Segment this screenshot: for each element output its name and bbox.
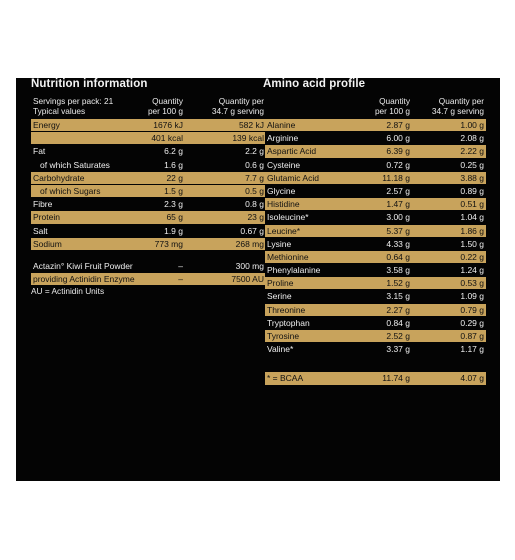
row-value-per100: 0.64 g bbox=[386, 251, 410, 262]
row-value-serving: 2.08 g bbox=[460, 133, 484, 144]
nutrition-row bbox=[31, 172, 266, 184]
bcaa-row bbox=[265, 372, 486, 384]
amino-row bbox=[265, 225, 486, 237]
nutrition-row bbox=[31, 225, 266, 237]
servings-per-pack: Servings per pack: 21 bbox=[33, 96, 114, 106]
au-footnote: AU = Actinidin Units bbox=[31, 286, 105, 296]
row-value-serving: 7.7 g bbox=[245, 172, 264, 183]
row-value-per100: 11.18 g bbox=[382, 172, 410, 183]
row-value-per100: 1676 kJ bbox=[153, 120, 183, 130]
amino-col-per100-unit: per 100 g bbox=[374, 106, 410, 116]
bcaa-value-per100: 11.74 g bbox=[382, 373, 410, 384]
row-value-serving: 0.79 g bbox=[460, 304, 484, 315]
amino-row bbox=[265, 159, 486, 171]
row-value-serving: 0.51 g bbox=[460, 199, 484, 210]
row-value-per100: 2.87 g bbox=[386, 120, 410, 130]
row-value-per100: 5.37 g bbox=[386, 225, 410, 236]
nutrition-extra-rows bbox=[31, 260, 266, 286]
amino-bcaa-row-wrap bbox=[265, 372, 486, 384]
row-value-per100: – bbox=[178, 260, 183, 271]
row-value-serving: 23 g bbox=[247, 212, 264, 223]
row-value-per100: 4.33 g bbox=[386, 238, 410, 249]
row-value-serving: 582 kJ bbox=[238, 120, 264, 130]
nutrition-extra-row bbox=[31, 260, 266, 272]
row-label: Isoleucine* bbox=[267, 212, 309, 223]
amino-row bbox=[265, 290, 486, 302]
row-value-per100: 2.27 g bbox=[386, 304, 410, 315]
amino-table bbox=[265, 95, 486, 385]
row-label: Glutamic Acid bbox=[267, 172, 319, 183]
row-value-serving: 1.50 g bbox=[460, 238, 484, 249]
nutrition-title: Nutrition information bbox=[31, 78, 148, 90]
row-value-serving: 0.6 g bbox=[245, 159, 264, 170]
row-value-per100: 1.52 g bbox=[386, 278, 410, 289]
row-label: Histidine bbox=[267, 199, 300, 210]
row-label: Salt bbox=[33, 225, 48, 236]
row-value-per100: 0.72 g bbox=[386, 159, 410, 170]
row-value-per100: 2.52 g bbox=[386, 331, 410, 341]
amino-row bbox=[265, 238, 486, 250]
bcaa-label: * = BCAA bbox=[267, 373, 304, 384]
row-value-per100: 773 mg bbox=[154, 238, 183, 249]
amino-rows bbox=[265, 119, 486, 356]
row-label: Tyrosine bbox=[267, 331, 300, 341]
amino-col-serving-label: Quantity per bbox=[438, 96, 484, 106]
row-label: Tryptophan bbox=[267, 317, 310, 328]
row-value-serving: 0.22 g bbox=[460, 251, 484, 262]
amino-row bbox=[265, 119, 486, 131]
row-label: Fat bbox=[33, 146, 46, 157]
row-label: Sodium bbox=[33, 238, 62, 249]
row-label: Alanine bbox=[267, 120, 296, 130]
row-value-per100: 6.00 g bbox=[386, 133, 410, 144]
row-value-serving: 268 mg bbox=[235, 238, 264, 249]
row-value-serving: 0.67 g bbox=[240, 225, 264, 236]
nutrition-row bbox=[31, 145, 266, 157]
row-value-per100: – bbox=[178, 274, 183, 285]
row-label: of which Sugars bbox=[40, 185, 101, 196]
row-value-per100: 2.57 g bbox=[386, 185, 410, 196]
row-value-serving: 1.09 g bbox=[460, 291, 484, 302]
row-label: Threonine bbox=[267, 304, 306, 315]
row-value-per100: 65 g bbox=[166, 212, 183, 223]
row-value-serving: 3.88 g bbox=[460, 172, 484, 183]
row-value-serving: 0.8 g bbox=[245, 199, 264, 210]
row-value-serving: 0.25 g bbox=[460, 159, 484, 170]
row-label: Arginine bbox=[267, 133, 299, 144]
amino-row bbox=[265, 251, 486, 263]
amino-row bbox=[265, 145, 486, 157]
row-label: of which Saturates bbox=[40, 159, 110, 170]
row-label: Aspartic Acid bbox=[267, 146, 317, 157]
row-value-serving: 0.87 g bbox=[460, 331, 484, 341]
row-label: Energy bbox=[33, 120, 60, 130]
row-value-per100: 3.00 g bbox=[386, 212, 410, 223]
nutrition-row bbox=[31, 119, 266, 131]
nutrition-panel bbox=[16, 78, 500, 481]
col-per100-unit: per 100 g bbox=[147, 106, 183, 116]
amino-row bbox=[265, 343, 486, 355]
row-value-per100: 0.84 g bbox=[386, 317, 410, 328]
row-value-per100: 1.47 g bbox=[386, 199, 410, 210]
nutrition-row bbox=[31, 211, 266, 223]
amino-col-serving-unit: 34.7 g serving bbox=[431, 106, 484, 116]
amino-row bbox=[265, 264, 486, 276]
row-value-serving: 1.24 g bbox=[460, 265, 484, 276]
row-label: Lysine bbox=[267, 238, 292, 249]
nutrition-extra-row bbox=[31, 273, 266, 285]
nutrition-table bbox=[31, 95, 266, 286]
row-value-serving: 0.29 g bbox=[460, 317, 484, 328]
nutrition-header bbox=[31, 95, 266, 119]
nutrition-row bbox=[31, 132, 266, 144]
row-value-serving: 1.86 g bbox=[460, 225, 484, 236]
row-label: Serine bbox=[267, 291, 292, 302]
amino-col-per100-label: Quantity bbox=[379, 96, 410, 106]
row-value-serving: 0.5 g bbox=[245, 185, 264, 196]
amino-row bbox=[265, 317, 486, 329]
row-label: Glycine bbox=[267, 185, 296, 196]
amino-row bbox=[265, 198, 486, 210]
row-label: Methionine bbox=[267, 251, 309, 262]
row-value-per100: 1.5 g bbox=[164, 185, 183, 196]
row-value-serving: 300 mg bbox=[235, 260, 264, 271]
row-value-serving: 1.17 g bbox=[460, 344, 484, 355]
row-label: Valine* bbox=[267, 344, 294, 355]
typical-values-label: Typical values bbox=[33, 106, 86, 116]
row-value-per100: 3.37 g bbox=[386, 344, 410, 355]
row-value-per100: 3.15 g bbox=[386, 291, 410, 302]
nutrition-row bbox=[31, 198, 266, 210]
row-value-serving: 1.04 g bbox=[460, 212, 484, 223]
row-value-serving: 1.00 g bbox=[460, 120, 484, 130]
row-value-serving: 0.53 g bbox=[460, 278, 484, 289]
col-serving-label: Quantity per bbox=[218, 96, 264, 106]
row-value-per100: 1.6 g bbox=[164, 159, 183, 170]
amino-row bbox=[265, 211, 486, 223]
col-serving-unit: 34.7 g serving bbox=[211, 106, 264, 116]
amino-title: Amino acid profile bbox=[263, 78, 366, 90]
amino-row bbox=[265, 330, 486, 342]
nutrition-row bbox=[31, 238, 266, 250]
row-value-per100: 1.9 g bbox=[164, 225, 183, 236]
row-value-per100: 6.39 g bbox=[386, 146, 410, 157]
row-value-serving: 139 kcal bbox=[232, 133, 264, 144]
row-label: Actazin° Kiwi Fruit Powder bbox=[33, 260, 133, 271]
row-value-serving: 0.89 g bbox=[460, 185, 484, 196]
row-label: Cysteine bbox=[267, 159, 301, 170]
row-label: Phenylalanine bbox=[267, 265, 321, 276]
row-label: providing Actinidin Enzyme bbox=[33, 274, 135, 285]
amino-row bbox=[265, 277, 486, 289]
row-value-per100: 6.2 g bbox=[164, 146, 183, 157]
row-label: Proline bbox=[267, 278, 294, 289]
row-value-per100: 2.3 g bbox=[164, 199, 183, 210]
amino-header bbox=[265, 95, 486, 119]
row-label: Protein bbox=[33, 212, 60, 223]
row-value-serving: 2.2 g bbox=[245, 146, 264, 157]
row-value-per100: 401 kcal bbox=[151, 133, 183, 144]
row-value-per100: 3.58 g bbox=[386, 265, 410, 276]
amino-row bbox=[265, 185, 486, 197]
amino-row bbox=[265, 172, 486, 184]
row-value-per100: 22 g bbox=[166, 172, 183, 183]
nutrition-row bbox=[31, 185, 266, 197]
row-label: Fibre bbox=[33, 199, 53, 210]
amino-row bbox=[265, 132, 486, 144]
row-label: Carbohydrate bbox=[33, 172, 85, 183]
nutrition-row bbox=[31, 159, 266, 171]
amino-row bbox=[265, 304, 486, 316]
row-value-serving: 7500 AU bbox=[231, 274, 264, 285]
nutrition-rows bbox=[31, 119, 266, 251]
col-per100-label: Quantity bbox=[152, 96, 183, 106]
bcaa-value-serving: 4.07 g bbox=[460, 373, 484, 384]
row-label: Leucine* bbox=[267, 225, 301, 236]
row-value-serving: 2.22 g bbox=[460, 146, 484, 157]
